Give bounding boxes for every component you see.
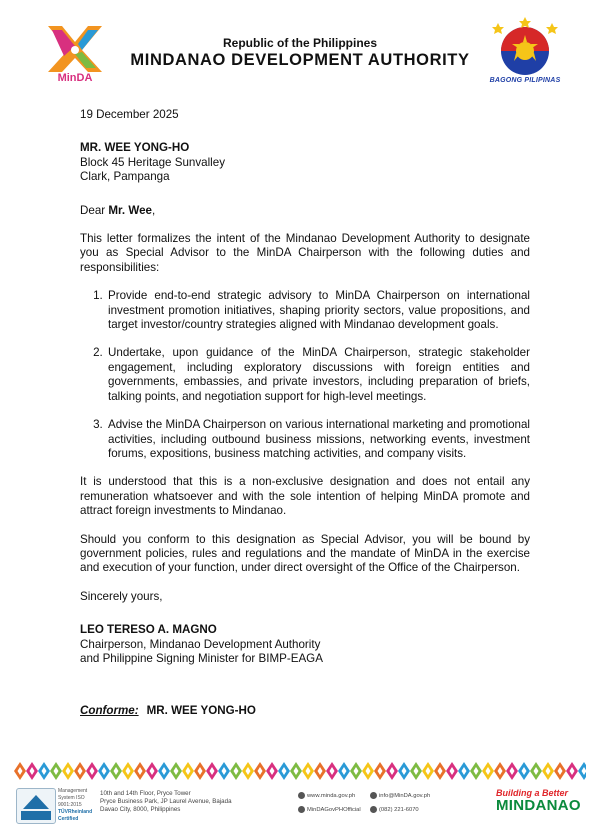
building-a-better-mindanao-logo: Building a Better MINDANAO <box>496 788 581 814</box>
duties-list <box>80 289 530 461</box>
footer <box>0 784 600 833</box>
duty-item: 3. Advise the MinDA Chairperson on various international marketing and promotional activities, including outbound business missions, networking events, investment forums, expositions, business matching activities, and company visits. <box>106 418 530 461</box>
recipient-address-line: Clark, Pampanga <box>80 170 170 184</box>
recipient-address-line: Block 45 Heritage Sunvalley <box>80 155 226 169</box>
signature-block <box>80 623 530 666</box>
signatory-title: and Philippine Signing Minister for BIMP-EAGA <box>80 651 323 665</box>
letter-date: 19 December 2025 <box>80 108 179 121</box>
signatory-title: Chairperson, Mindanao Development Authority <box>80 637 321 651</box>
certification-text: Management System ISO 9001:2015 TÜVRheinland Certified <box>58 788 93 822</box>
website-link[interactable]: www.minda.gov.ph <box>298 792 355 799</box>
recipient-block <box>80 141 530 184</box>
conforme-label: Conforme: <box>80 704 139 718</box>
letterhead <box>112 36 488 70</box>
closing: Sincerely yours, <box>80 589 163 603</box>
conforme-line <box>80 704 530 718</box>
minda-logo <box>44 20 106 82</box>
agency-name: MINDANAO DEVELOPMENT AUTHORITY <box>130 51 470 69</box>
conformity-paragraph: Should you conform to this designation as Special Advisor, you will be bound by government policies, rules and regulations and the mandate of MinDA in the exercise and execution of your function, under direct oversight of the Office of the Chairperson. <box>80 532 530 575</box>
duty-item: 2. Undertake, upon guidance of the MinDA Chairperson, strategic stakeholder engagement, including exploratory discussions with foreign entities and governments, embassies, and private investors, including preparation of briefs, talking points, and negotiation support for high-level meetings. <box>106 346 530 404</box>
facebook-link[interactable]: MinDAGovPHOfficial <box>298 806 361 813</box>
seal-caption: BAGONG PILIPINAS <box>489 77 561 84</box>
signatory-name: LEO TERESO A. MAGNO <box>80 623 217 637</box>
phone-number: (082) 221-6070 <box>370 806 419 813</box>
letter-body <box>80 108 530 719</box>
minda-logo-text: MinDA <box>57 72 93 82</box>
decorative-pattern-band <box>14 760 586 782</box>
salutation-name: Mr. Wee <box>108 203 152 217</box>
tuv-certification-badge-icon <box>16 788 56 824</box>
recipient-name: MR. WEE YONG-HO <box>80 141 190 155</box>
facebook-icon <box>298 806 305 813</box>
salutation: Dear Mr. Wee, <box>80 203 156 217</box>
intro-paragraph: This letter formalizes the intent of the Mindanao Development Authority to designate you as Special Advisor to the MinDA Chairperson with the following duties and responsibilities: <box>80 232 530 274</box>
bagong-pilipinas-seal <box>486 17 564 79</box>
republic-line: Republic of the Philippines <box>222 36 377 50</box>
office-address: 10th and 14th Floor, Pryce Tower Pryce Business Park, JP Laurel Avenue, Bajada Davao City, 8000, Philippines <box>100 790 232 813</box>
email-icon <box>370 792 377 799</box>
email-link[interactable]: info@MinDA.gov.ph <box>370 792 430 799</box>
phone-icon <box>370 806 377 813</box>
designation-paragraph: It is understood that this is a non-exclusive designation and does not entail any remuneration whatsoever and with the sole intention of helping MinDA promote and attract foreign investments to Mindanao. <box>80 475 530 518</box>
conforme-name: MR. WEE YONG-HO <box>146 704 256 718</box>
duty-item: 1. Provide end-to-end strategic advisory to MinDA Chairperson on international investment promotion initiatives, shaping priority sectors, value propositions, and target investor/country strategies aligned with Mindanao development goals. <box>106 289 530 332</box>
globe-icon <box>298 792 305 799</box>
